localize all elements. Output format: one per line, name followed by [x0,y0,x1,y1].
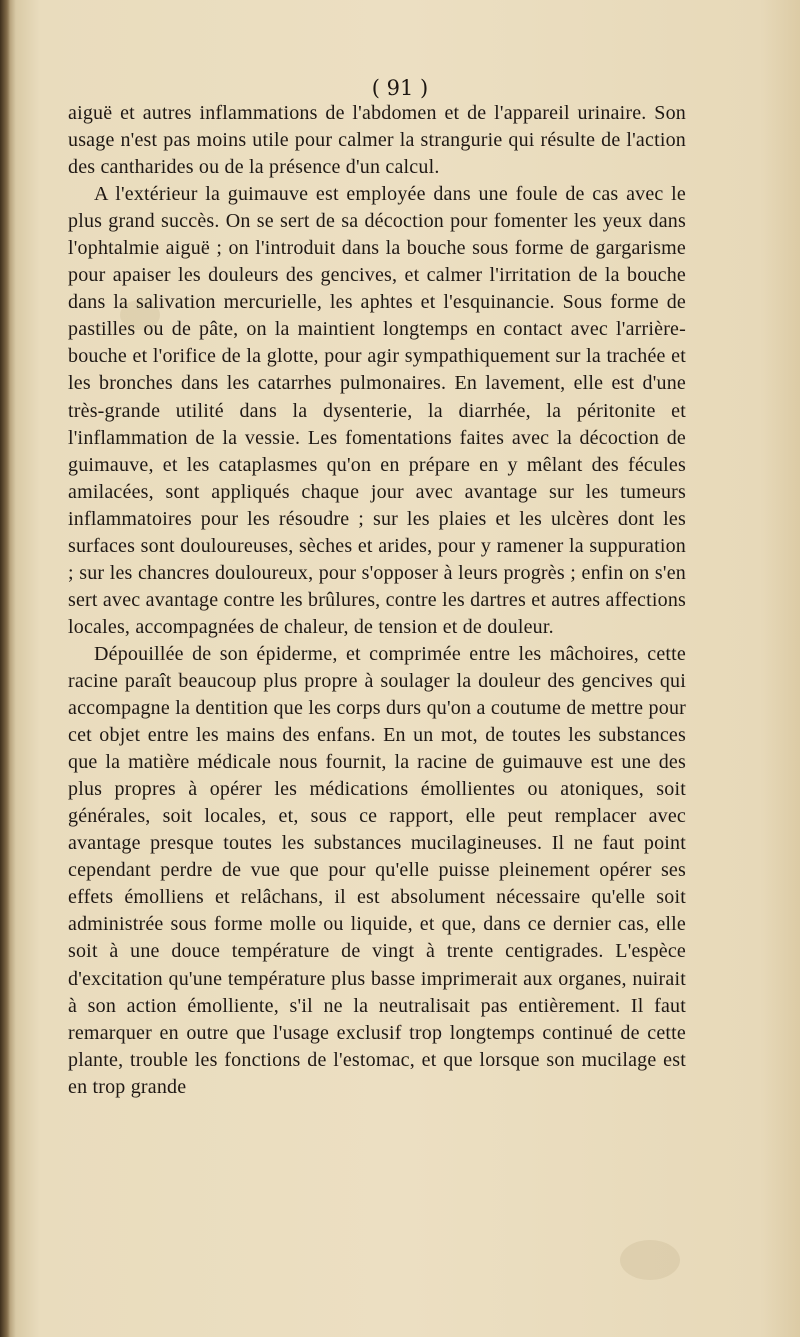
paper-stain [620,1240,680,1280]
page-body [68,100,686,1101]
paragraph: Dépouillée de son épiderme, et comprimée entre les mâchoires, cette racine paraît beaucoup plus propre à soulager la douleur des gencives qui accompagne la dentition que les corps durs qu'on a coutume de mettre pour cet objet entre les mains des enfans. En un mot, de toutes les substances que la matière médicale nous fournit, la racine de guimauve est une des plus propres à opérer les médications émollientes ou atoniques, soit générales, soit locales, et, sous ce rapport, elle peut remplacer avec avantage presque toutes les substances mucilagineuses. Il ne faut point cependant perdre de vue que pour qu'elle puisse pleinement opérer ses effets émolliens et relâchans, il est absolument nécessaire qu'elle soit administrée sous forme molle ou liquide, et que, dans ce dernier cas, elle soit à une douce température de vingt à trente centigrades. L'espèce d'excitation qu'une température plus basse imprimerait aux organes, nuirait à son action émolliente, s'il ne la neutralisait pas entièrement. Il faut remarquer en outre que l'usage exclusif trop longtemps continué de cette plante, trouble les fonctions de l'estomac, et que lorsque son mucilage est en trop grande [68,642,686,1098]
paragraph: A l'extérieur la guimauve est employée dans une foule de cas avec le plus grand succès. On se sert de sa décoction pour fomenter les yeux dans l'ophtalmie aiguë ; on l'introduit dans la bouche sous forme de gargarisme pour apaiser les douleurs des gencives, et calmer l'irritation de la bouche dans la salivation mercurielle, les aphtes et l'esquinancie. Sous forme de pastilles ou de pâte, on la maintient longtemps en contact avec l'arrière-bouche et l'orifice de la glotte, pour agir sympathiquement sur la trachée et les bronches dans les catarrhes pulmonaires. En lavement, elle est d'une très-grande utilité dans la dysenterie, la diarrhée, la péritonite et l'inflammation de la vessie. Les fomentations faites avec la décoction de guimauve, et les cataplasmes qu'on en prépare en y mêlant des fécules amilacées, sont appliqués chaque jour avec avantage sur les tumeurs inflammatoires pour les résoudre ; sur les plaies et les ulcères dont les surfaces sont douloureuses, sèches et arides, pour y ramener la suppuration ; sur les chancres douloureux, pour s'opposer à leurs progrès ; enfin on s'en sert avec avantage contre les brûlures, contre les dartres et autres affections locales, accompagnées de chaleur, de tension et de douleur. [68,183,686,638]
book-spine-shadow [0,0,10,1337]
page-number: ( 91 ) [371,76,429,100]
paragraph: aiguë et autres inflammations de l'abdomen et de l'appareil urinaire. Son usage n'est pas moins utile pour calmer la strangurie qui résulte de l'action des cantharides ou de la présence d'un calcul. [68,102,686,179]
